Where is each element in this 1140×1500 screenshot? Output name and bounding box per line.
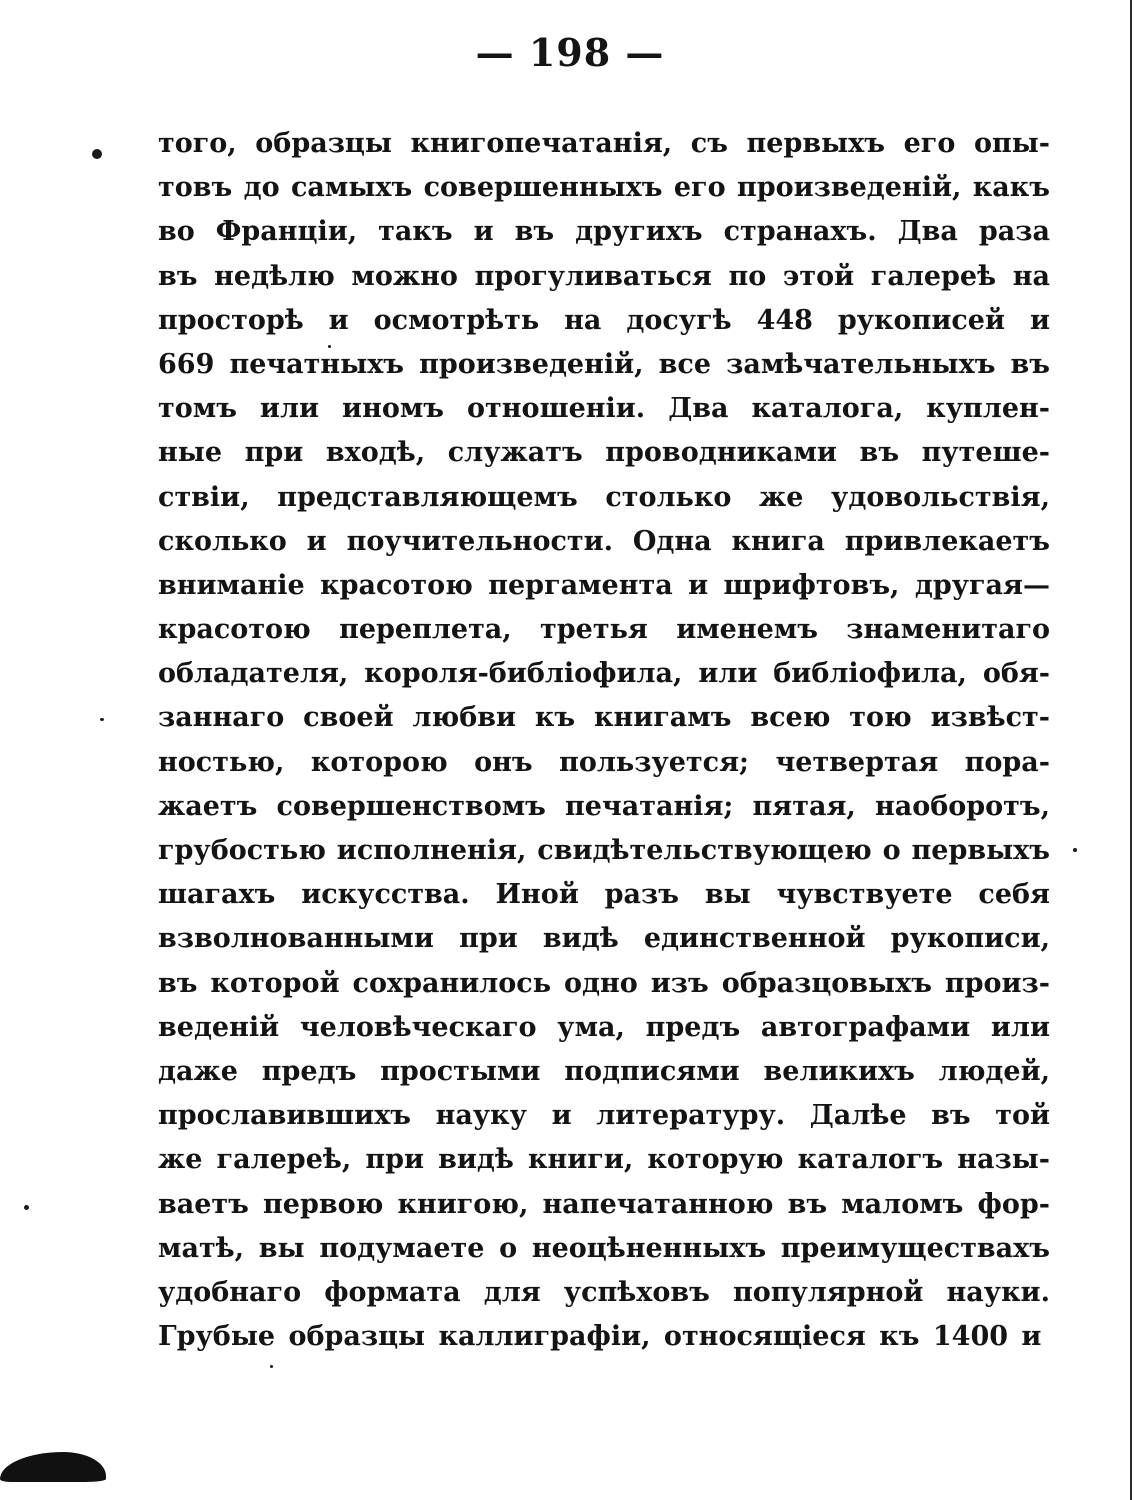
text-line: того, образцы книгопечатанія, съ первыхъ его опы-	[158, 128, 1050, 159]
text-line: 669 печатныхъ произведеній, все замѣчательныхъ въ	[158, 348, 1050, 380]
text-line: въ которой сохранилось одно изъ образцовыхъ произ-	[158, 967, 1050, 999]
ink-smudge	[0, 1452, 106, 1482]
text-line: Грубые образцы каллиграфіи, относящіеся къ 1400 и	[158, 1321, 1042, 1353]
text-line: вниманіе красотою пергамента и шрифтовъ, другая—	[158, 569, 1050, 601]
ink-speck	[92, 149, 102, 159]
text-line: томъ или иномъ отношеніи. Два каталога, куплен-	[158, 393, 1050, 425]
ink-speck	[328, 345, 331, 348]
text-line: грубостью исполненія, свидѣтельствующею о первыхъ	[158, 835, 1050, 866]
text-line: сколько и поучительности. Одна книга привлекаетъ	[158, 525, 1050, 557]
text-line: жаетъ совершенствомъ печатанія; пятая, наоборотъ,	[158, 790, 1050, 822]
text-line: взволнованными при видѣ единственной рукописи,	[158, 923, 1050, 955]
ink-speck	[100, 718, 104, 721]
text-line: въ недѣлю можно прогуливаться по этой галереѣ на	[158, 260, 1050, 292]
text-line: шагахъ искусства. Иной разъ вы чувствуете себя	[158, 879, 1050, 911]
text-line: прославившихъ науку и литературу. Далѣе въ той	[158, 1100, 1050, 1132]
page-edge-rule	[1130, 0, 1132, 1500]
ink-speck	[1073, 848, 1077, 852]
text-line: просторѣ и осмотрѣть на досугѣ 448 рукописей и	[158, 304, 1050, 336]
text-line: же галереѣ, при видѣ книги, которую каталогъ назы-	[158, 1144, 1050, 1176]
ink-speck	[270, 1365, 273, 1368]
text-line: ваетъ первою книгою, напечатанною въ маломъ фор-	[158, 1188, 1050, 1220]
text-line: ствіи, представляющемъ столько же удовольствія,	[158, 481, 1050, 513]
text-line: заннаго своей любви къ книгамъ всею тою извѣст-	[158, 702, 1050, 734]
ink-speck	[24, 1205, 29, 1210]
text-line: веденій человѣческаго ума, предъ автографами или	[158, 1011, 1050, 1043]
text-line: ные при входѣ, служатъ проводниками въ путеше-	[158, 437, 1050, 469]
text-line: ностью, которою онъ пользуется; четвертая пора-	[158, 746, 1050, 778]
text-line: даже предъ простыми подписями великихъ людей,	[158, 1055, 1050, 1087]
body-text	[158, 122, 1050, 1359]
text-line: обладателя, короля-библіофила, или библіофила, обя-	[158, 658, 1050, 690]
text-line: красотою переплета, третья именемъ знаменитаго	[158, 614, 1050, 646]
text-line: матѣ, вы подумаете о неоцѣненныхъ преимуществахъ	[158, 1232, 1050, 1264]
page-number: — 198 —	[475, 30, 665, 75]
text-line: во Франціи, такъ и въ другихъ странахъ. Два раза	[158, 216, 1050, 248]
text-line: товъ до самыхъ совершенныхъ его произведеній, какъ	[158, 172, 1050, 204]
text-line: удобнаго формата для успѣховъ популярной науки.	[158, 1276, 1050, 1308]
